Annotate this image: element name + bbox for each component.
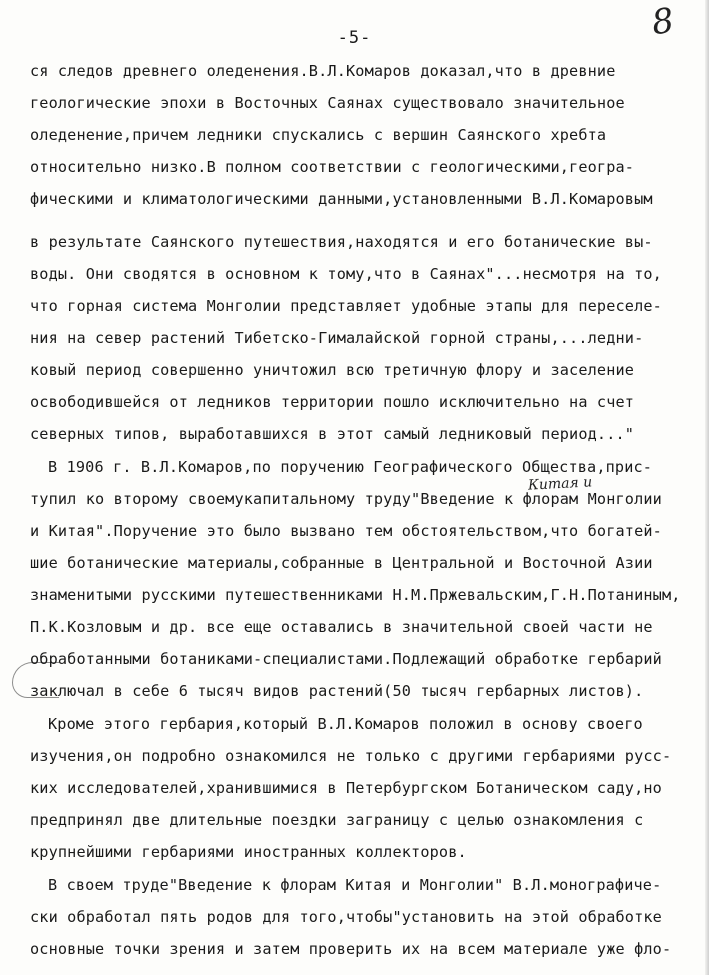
text-line: знаменитыми русскими путешественниками Н.М.Пржевальским,Г.Н.Потаниным, [30,586,681,604]
page-edge [705,0,709,975]
text-line: что горная система Монголии представляет удобные этапы для переселе- [30,297,662,315]
text-line: ски обработал пять родов для того,чтобы"установить на этой обработке [30,908,662,926]
text-line: освободившейся от ледников территории пошло исключительно на счет [30,393,635,411]
handwritten-page-mark: 8 [649,0,677,44]
text-line: ковый период совершенно уничтожил всю третичную флору и заселение [30,361,635,379]
text-line: изучения,он подробно ознакомился не только с другими гербариями русс- [30,747,672,765]
text-line: фическими и климатологическими данными,установленными В.Л.Комаровым [30,190,653,208]
text-line: основные точки зрения и затем проверить их на всем материале уже фло- [30,940,672,958]
handwritten-inline-note: Китая и [527,474,593,494]
text-line: оледенение,причем ледники спускались с вершин Саянского хребта [30,126,607,144]
text-line: и Китая".Поручение это было вызвано тем обстоятельством,что богатей- [30,522,662,540]
text-line: северных типов, выработавшихся в этот самый ледниковый период..." [30,425,635,443]
text-line: относительно низко.В полном соответствии с геологическими,геогра- [30,158,635,176]
text-line: предпринял две длительные поездки заграницу с целью ознакомления с [30,811,644,829]
text-line: заключал в себе 6 тысяч видов растений(50 тысяч гербарных листов). [30,682,644,700]
text-line: Кроме этого гербария,который В.Л.Комаров положил в основу своего [48,715,643,733]
text-line: ния на север растений Тибетско-Гималайской горной страны,...ледни- [30,329,644,347]
text-line: П.К.Козловым и др. все еще оставались в значительной своей части не [30,618,653,636]
text-line: геологические эпохи в Восточных Саянах существовало значительное [30,94,625,112]
page-number: -5- [337,28,372,48]
text-line: ся следов древнего оледенения.В.Л.Комаров доказал,что в древние [30,62,616,80]
text-line: в результате Саянского путешествия,находятся и его ботанические вы- [30,233,653,251]
text-line: тупил ко второму своемукапитальному труду"Введение к флорам Монголии [30,490,662,508]
text-line: В 1906 г. В.Л.Комаров,по поручению Географического Общества,прис- [48,458,653,476]
text-line: ких исследователей,хранившимися в Петербургском Ботаническом саду,но [30,779,662,797]
text-line: воды. Они сводятся в основном к тому,что в Саянах"...несмотря на то, [30,265,662,283]
text-line: обработанными ботаниками-специалистами.Подлежащий обработке гербарий [30,650,662,668]
text-line: В своем труде"Введение к флорам Китая и Монголии" В.Л.монографиче- [48,876,662,894]
text-line: шие ботанические материалы,собранные в Центральной и Восточной Азии [30,554,653,572]
text-line: крупнейшими гербариями иностранных коллекторов. [30,843,467,861]
